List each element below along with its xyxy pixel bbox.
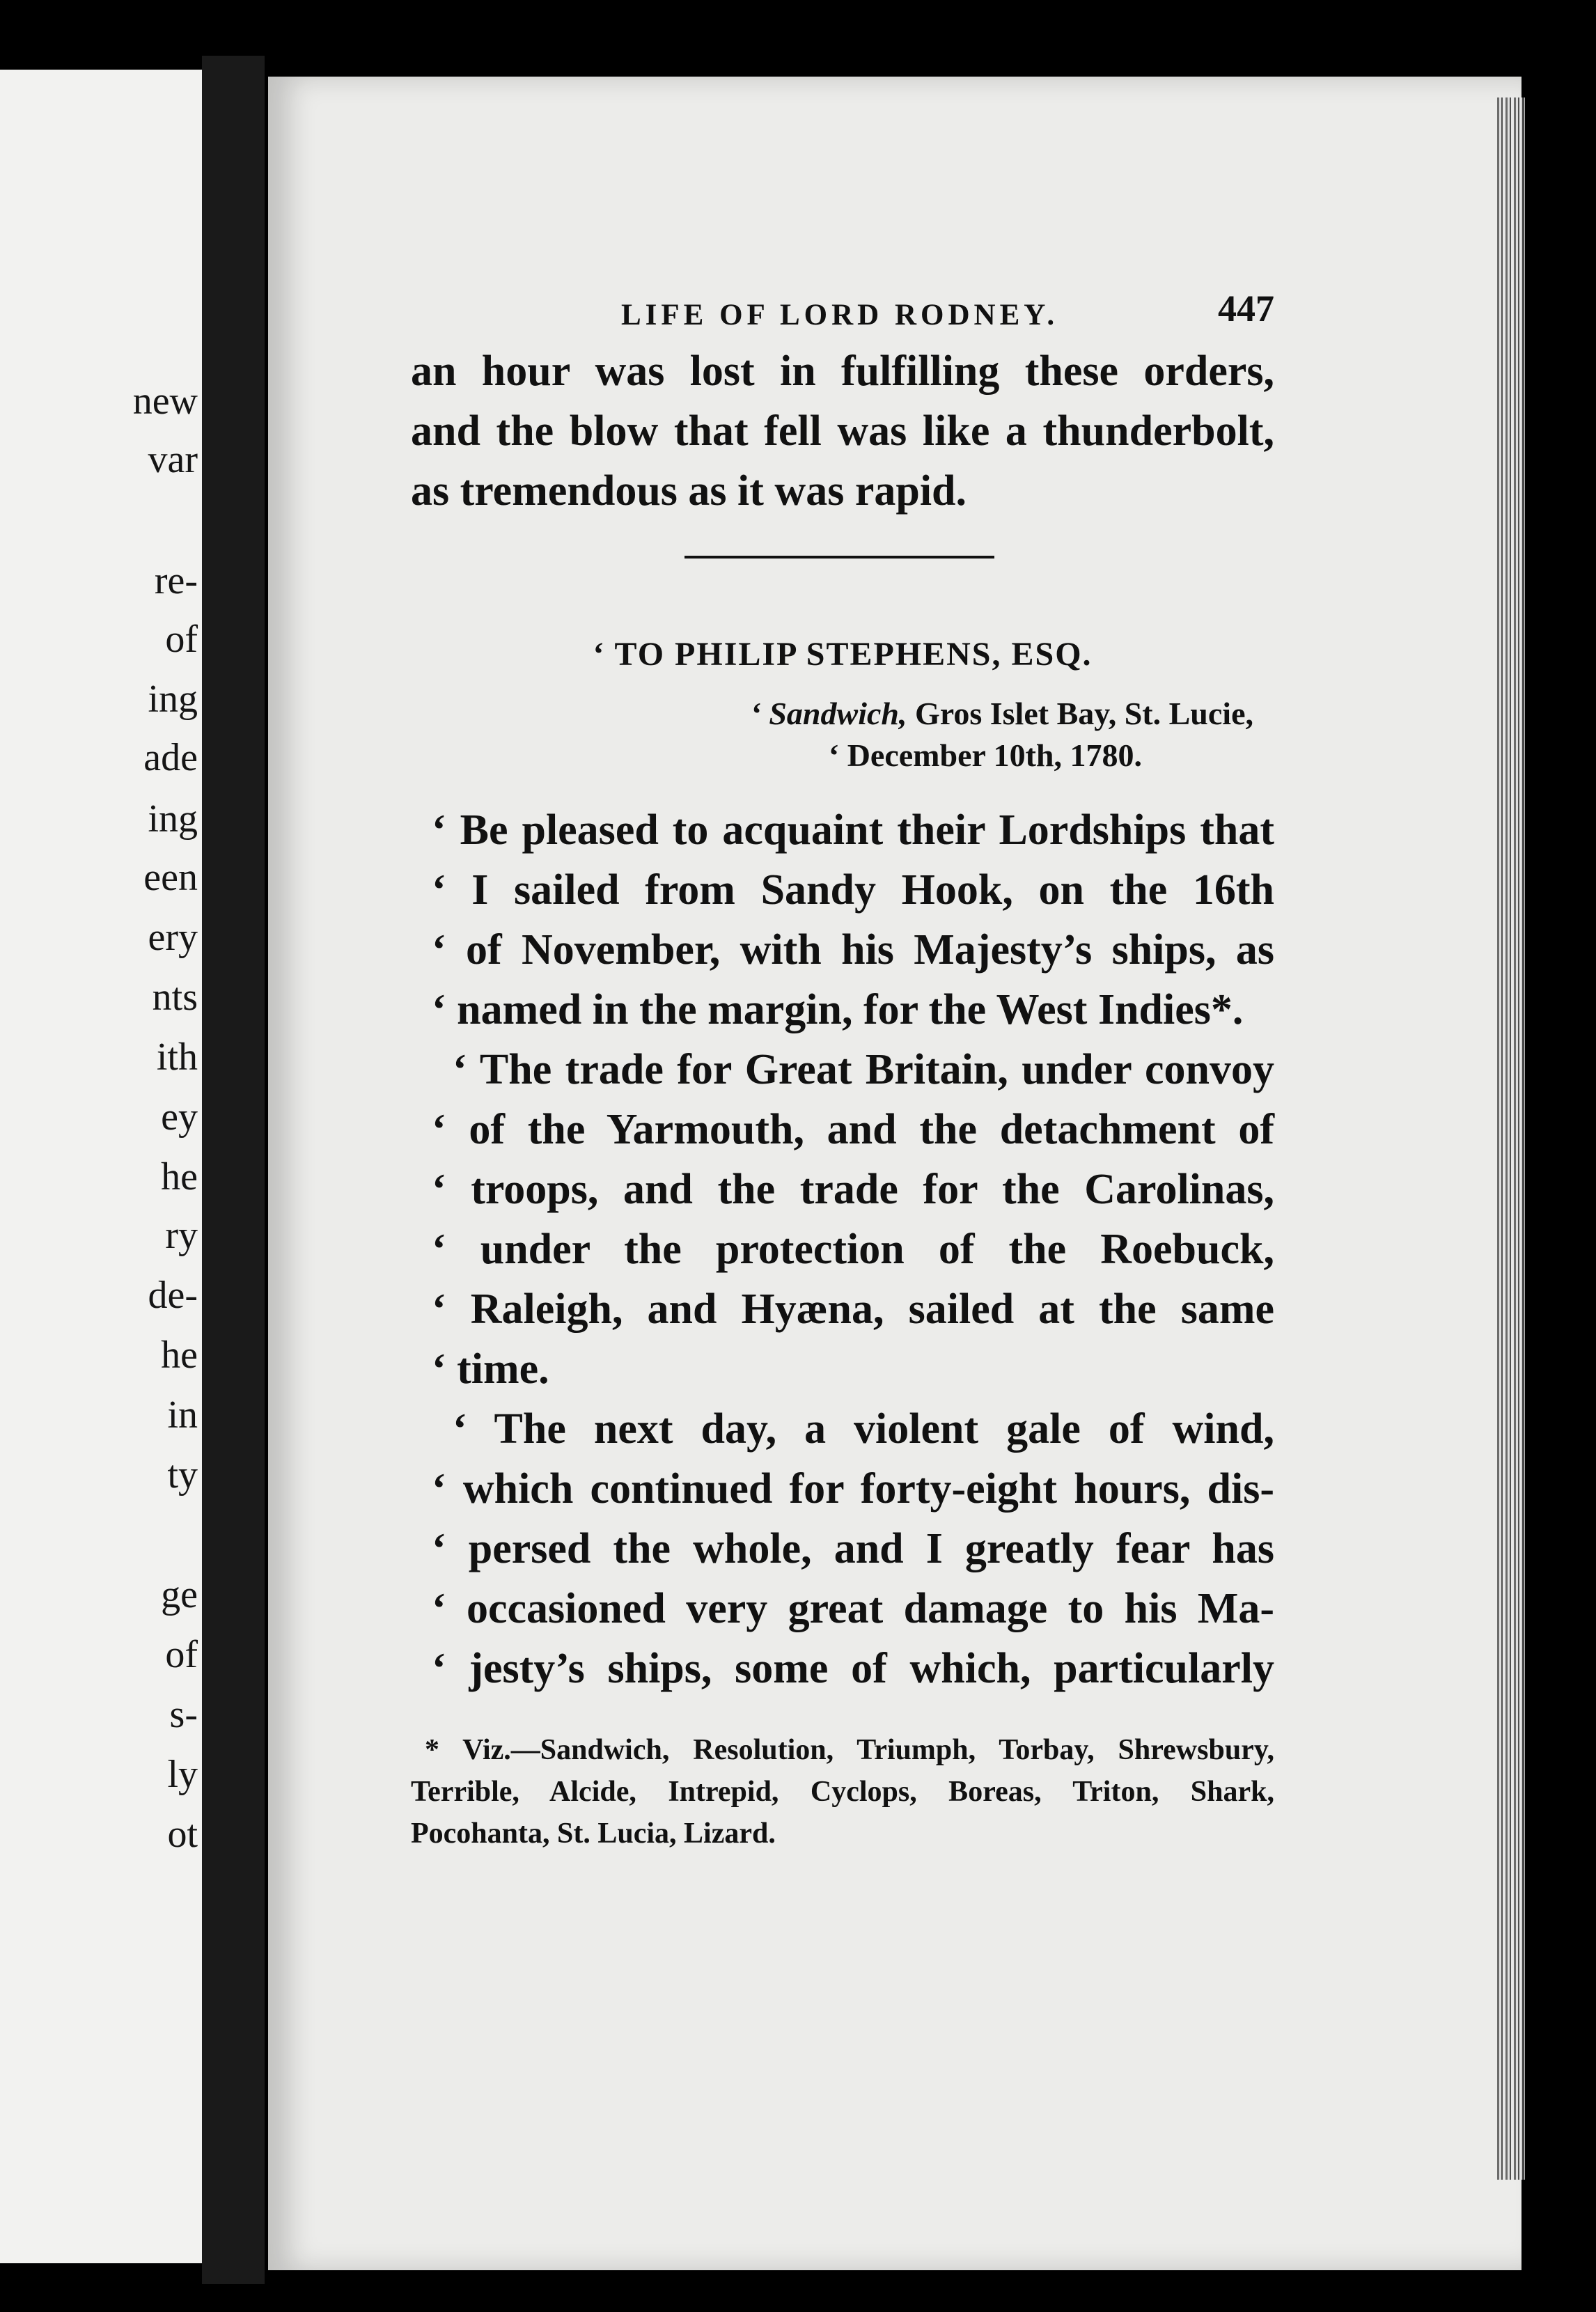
letter-dateline-date: ‘ December 10th, 1780. — [828, 737, 1142, 773]
footnote-line: Terrible, Alcide, Intrepid, Cyclops, Boreas, Triton, Shark, — [411, 1776, 1274, 1808]
running-title: LIFE OF LORD RODNEY. — [621, 299, 1059, 331]
text-line: ‘ named in the margin, for the West Indies*. — [432, 986, 1244, 1033]
facing-page-line-fragment: ery — [148, 916, 198, 959]
text-line: ‘ Raleigh, and Hyæna, sailed at the same — [432, 1286, 1274, 1333]
facing-page-line-fragment: ing — [148, 797, 198, 841]
text-line: ‘ under the protection of the Roebuck, — [432, 1226, 1274, 1273]
text-line: ‘ of November, with his Majesty’s ships, as — [432, 926, 1274, 974]
page-number: 447 — [1218, 288, 1274, 329]
book-gutter — [202, 56, 265, 2284]
facing-page-line-fragment: in — [167, 1393, 198, 1437]
text-line: ‘ persed the whole, and I greatly fear has — [432, 1525, 1274, 1572]
facing-page-line-fragment: of — [165, 1633, 198, 1676]
facing-page-line-fragment: ty — [167, 1453, 198, 1497]
text-line: ‘ Be pleased to acquaint their Lordships that — [432, 806, 1274, 854]
text-line: ‘ I sailed from Sandy Hook, on the 16th — [432, 866, 1274, 914]
letter-heading: ‘ TO PHILIP STEPHENS, ESQ. — [593, 636, 1093, 673]
text-line: and the blow that fell was like a thunderbolt, — [411, 407, 1274, 455]
facing-page-line-fragment: ing — [148, 678, 198, 721]
facing-page-line-fragment: nts — [152, 976, 198, 1019]
text-line: ‘ which continued for forty-eight hours, dis- — [432, 1465, 1274, 1513]
text-line: ‘ jesty’s ships, some of which, particularly — [432, 1645, 1274, 1692]
facing-page-line-fragment: ade — [143, 736, 198, 779]
text-line: ‘ occasioned very great damage to his Ma- — [432, 1585, 1274, 1632]
footnote-line: Pocohanta, St. Lucia, Lizard. — [411, 1818, 776, 1850]
facing-page-line-fragment: ge — [161, 1573, 198, 1616]
facing-page-line-fragment: re- — [154, 559, 198, 602]
text-line: ‘ troops, and the trade for the Carolinas, — [432, 1166, 1274, 1213]
facing-page-line-fragment: ith — [156, 1036, 198, 1079]
page-edges — [1497, 97, 1525, 2180]
text-line: as tremendous as it was rapid. — [411, 467, 967, 515]
section-divider — [684, 556, 994, 559]
text-line: ‘ The trade for Great Britain, under convoy — [453, 1046, 1274, 1093]
facing-page-line-fragment: ly — [167, 1753, 198, 1796]
facing-page-line-fragment: de- — [148, 1274, 198, 1317]
opening-paragraph — [411, 341, 1274, 521]
facing-page-line-fragment: s- — [169, 1693, 198, 1736]
facing-page-line-fragment: een — [143, 856, 198, 899]
running-head — [411, 279, 1274, 341]
facing-page-line-fragment: ey — [161, 1095, 198, 1139]
facing-page-line-fragment: var — [148, 438, 198, 481]
footnote-line: * Viz.—Sandwich, Resolution, Triumph, Torbay, Shrewsbury, — [425, 1734, 1274, 1766]
facing-page-line-fragment: he — [161, 1334, 198, 1377]
ship-name: ‘ Sandwich, — [750, 696, 907, 731]
facing-page-line-fragment: of — [165, 618, 198, 661]
facing-page-line-fragment: he — [161, 1155, 198, 1198]
page-content — [411, 279, 1274, 1854]
text-line: ‘ of the Yarmouth, and the detachment of — [432, 1106, 1274, 1153]
footnote — [411, 1729, 1274, 1854]
text-line: ‘ The next day, a violent gale of wind, — [453, 1405, 1274, 1453]
facing-page-line-fragment: ry — [165, 1214, 198, 1257]
facing-page-line-fragment: new — [132, 380, 198, 423]
text-line: ‘ time. — [432, 1345, 549, 1393]
letter-body — [411, 800, 1274, 1698]
place-name: Gros Islet Bay, St. Lucie, — [907, 696, 1253, 731]
text-line: an hour was lost in fulfilling these orders, — [411, 347, 1274, 395]
facing-page-line-fragment: ot — [167, 1813, 198, 1856]
letter-dateline-place — [411, 693, 1253, 735]
